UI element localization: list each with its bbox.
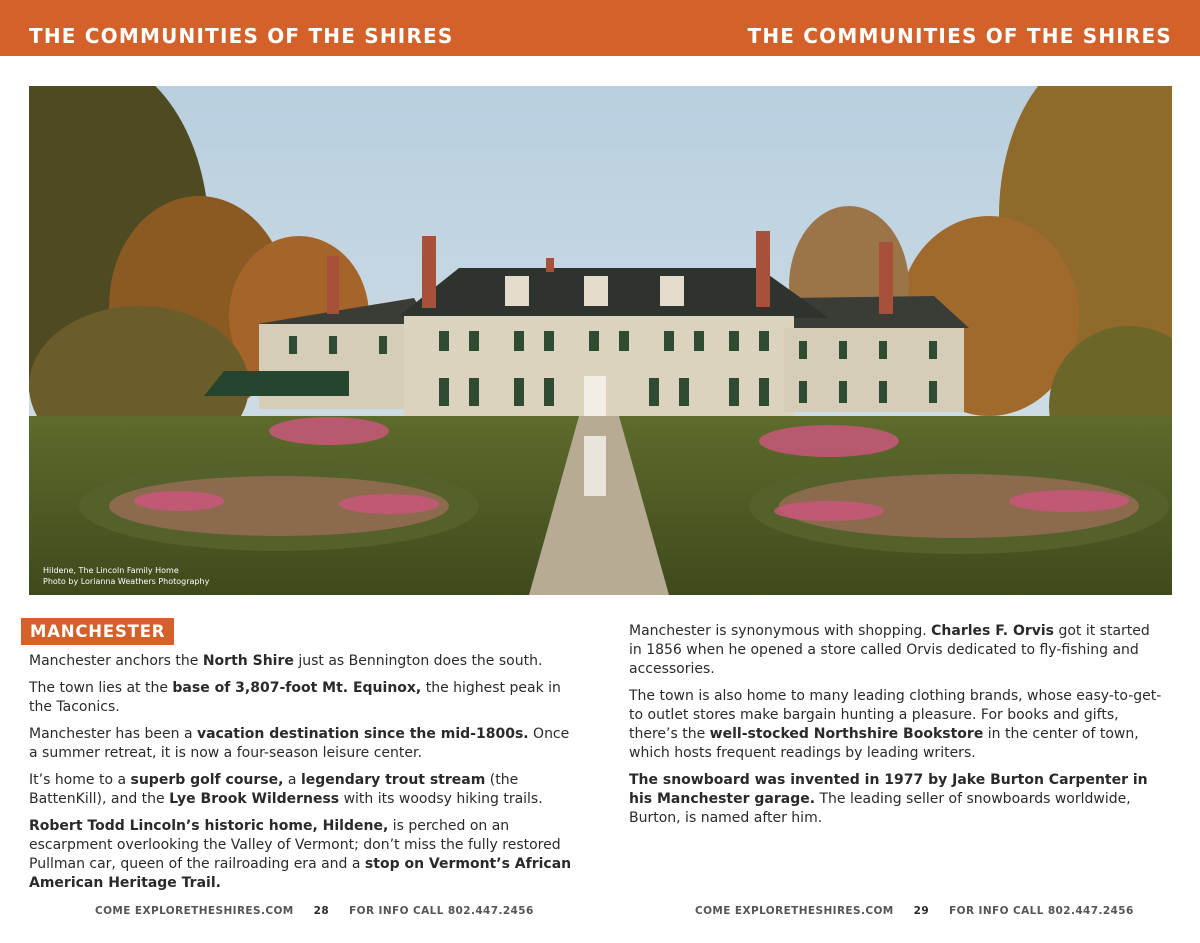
page-header <box>0 0 1200 56</box>
photo-caption <box>43 565 209 587</box>
header-title-left: THE COMMUNITIES OF THE SHIRES <box>29 24 454 48</box>
footer-left <box>95 905 534 917</box>
paragraph: Robert Todd Lincoln’s historic home, Hildene, is perched on an escarpment overlooking the Valley of Vermont; don’t miss the fully restored Pullman car, queen of the railroading era and a stop on Vermont’s African American Heritage Trail. <box>29 818 572 891</box>
footer-site: COME EXPLORETHESHIRES.COM <box>95 905 294 917</box>
paragraph: The town lies at the base of 3,807-foot Mt. Equinox, the highest peak in the Taconics. <box>29 680 561 715</box>
right-column <box>629 622 1164 836</box>
page-number: 28 <box>313 905 330 917</box>
paragraph: Manchester has been a vacation destination since the mid-1800s. Once a summer retreat, it is now a four-season leisure center. <box>29 726 570 761</box>
footer-site: COME EXPLORETHESHIRES.COM <box>695 905 894 917</box>
footer-right <box>695 905 1134 917</box>
paragraph: Manchester anchors the North Shire just as Bennington does the south. <box>29 653 543 669</box>
header-title-right: THE COMMUNITIES OF THE SHIRES <box>747 24 1172 48</box>
section-heading-manchester: MANCHESTER <box>21 618 174 645</box>
footer-info: FOR INFO CALL 802.447.2456 <box>949 905 1134 917</box>
paragraph: It’s home to a superb golf course, a legendary trout stream (the BattenKill), and the Lye Brook Wilderness with its woodsy hiking trails. <box>29 772 543 807</box>
left-column <box>29 652 579 901</box>
footer-info: FOR INFO CALL 802.447.2456 <box>349 905 534 917</box>
caption-credit: Photo by Lorianna Weathers Photography <box>43 577 210 586</box>
paragraph: Manchester is synonymous with shopping. Charles F. Orvis got it started in 1856 when he opened a store called Orvis dedicated to fly-fishing and accessories. <box>629 623 1150 677</box>
page-number: 29 <box>913 905 930 917</box>
paragraph: The snowboard was invented in 1977 by Jake Burton Carpenter in his Manchester garage. The leading seller of snowboards worldwide, Burton, is named after him. <box>629 772 1148 826</box>
caption-title: Hildene, The Lincoln Family Home <box>43 566 179 575</box>
hildene-photo <box>29 86 1172 595</box>
paragraph: The town is also home to many leading clothing brands, whose easy-to-get-to outlet stores make bargain hunting a pleasure. For books and gifts, there’s the well-stocked Northshire Bookstore in the center of town, which hosts frequent readings by leading writers. <box>629 688 1162 761</box>
hildene-illustration <box>29 86 1172 595</box>
